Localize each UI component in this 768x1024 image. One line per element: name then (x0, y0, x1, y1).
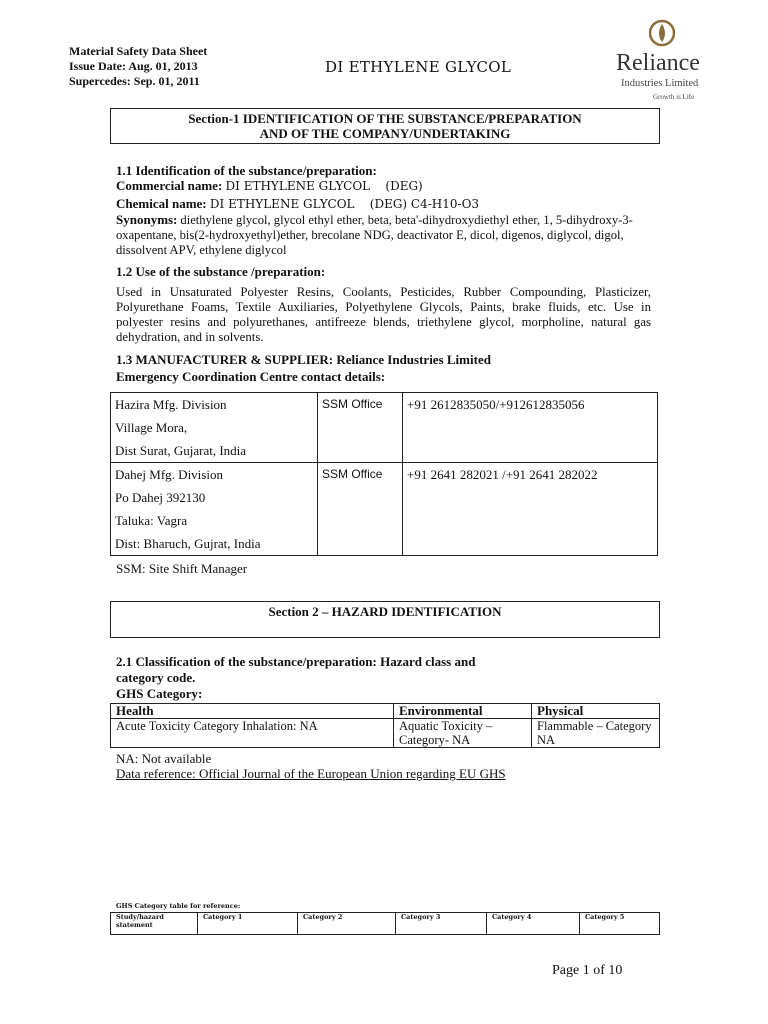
subsection-1-1 (116, 163, 660, 258)
subsection-2-1-title-line1: 2.1 Classification of the substance/preparation: Hazard class and (116, 654, 476, 669)
document-title: DI ETHYLENE GLYCOL (325, 58, 512, 76)
address-line: Dahej Mfg. Division (115, 467, 223, 482)
subsection-1-3-title-line2: Emergency Coordination Centre contact details: (116, 369, 386, 384)
chemical-name-label: Chemical name (116, 196, 203, 211)
logo-name: Reliance (616, 50, 700, 76)
commercial-name-value: DI ETHYLENE GLYCOL (DEG) (225, 179, 423, 193)
ghs-cell-health: Acute Toxicity Category Inhalation: NA (111, 719, 394, 748)
commercial-name-label: Commercial name (116, 178, 218, 193)
document-header-info (69, 44, 207, 89)
logo-tagline: Growth is Life (653, 93, 695, 101)
ssm-note: SSM: Site Shift Manager (116, 561, 248, 576)
ghs-reference-header-row (111, 913, 660, 935)
synonyms-value: diethylene glycol, glycol ethyl ether, beta, beta'-dihydroxydiethyl ether, 1, 5-dihydroxy-3-oxapentane, bis(2-hydroxyethyl)ether, brecolane NDG, deactivator E, dicol, digenos, diglycol, digol, dissolvent APV, ethylene diglycol (116, 213, 633, 257)
page-number: Page 1 of 10 (552, 963, 623, 978)
ghs-reference-caption: GHS Category table for reference: (116, 902, 241, 910)
company-logo (616, 18, 726, 102)
section2-heading: Section 2 – HAZARD IDENTIFICATION (110, 601, 660, 638)
chemical-name-value: DI ETHYLENE GLYCOL (DEG) C4-H10-O3 (209, 197, 480, 211)
ghs-cell-physical: Flammable – Category NA (532, 719, 660, 748)
address-line: Dist: Bharuch, Gujrat, India (115, 536, 261, 551)
ghs-data-row (111, 719, 660, 748)
use-of-substance-text: Used in Unsaturated Polyester Resins, Coolants, Pesticides, Rubber Compounding, Plasticizer, Polyurethane Foams, Textile Auxiliaries, Polyethylene Glycols, Paints, brake fluids, etc. Use in polyester resins and polyurethanes, antifreeze blends, triethylene glycol, morpholine, natural gas dehydration, and in solvents. (116, 285, 651, 344)
ref-header-category2: Category 2 (298, 913, 396, 935)
na-note: NA: Not available (116, 751, 212, 766)
synonyms-row: Synonyms: diethylene glycol, glycol ethyl ether, beta, beta'-dihydroxydiethyl ether, 1, 5-dihydroxy-3-oxapentane, bis(2-hydroxyethyl)ether, brecolane NDG, deactivator E, dicol, digenos, diglycol, digol, dissolvent APV, ethylene diglycol (116, 212, 633, 257)
contact-row-hazira (111, 393, 658, 463)
ghs-category-table (110, 703, 660, 748)
address-line: Village Mora, (115, 420, 188, 435)
subsection-2-1-title-line2: category code. (116, 670, 196, 685)
subsection-1-1-title: 1.1 Identification of the substance/preparation: (116, 163, 377, 178)
header-supercedes: Supercedes: Sep. 01, 2011 (69, 74, 200, 88)
reliance-flame-logo-icon (649, 18, 675, 48)
ref-header-category5: Category 5 (580, 913, 660, 935)
ghs-header-health: Health (111, 704, 394, 719)
ghs-cell-environmental: Aquatic Toxicity – Category- NA (394, 719, 532, 748)
ghs-header-environmental: Environmental (394, 704, 532, 719)
subsection-1-3-title (116, 352, 491, 384)
data-reference-link[interactable]: Data reference: Official Journal of the European Union regarding EU GHS (116, 766, 506, 781)
address-line: Po Dahej 392130 (115, 490, 206, 505)
ghs-reference-table (110, 912, 660, 935)
subsection-1-2-title: 1.2 Use of the substance /preparation: (116, 264, 326, 279)
emergency-contacts-table (110, 392, 658, 556)
section1-heading-line1: Section-1 IDENTIFICATION OF THE SUBSTANCE/PREPARATION (188, 111, 582, 126)
contact-phone: +91 2641 282021 /+91 2641 282022 (403, 463, 658, 556)
contact-phone: +91 2612835050/+912612835056 (403, 393, 658, 463)
address-line: Dist Surat, Gujarat, India (115, 443, 247, 458)
ref-header-category1: Category 1 (198, 913, 298, 935)
subsection-2-1-title (116, 654, 656, 702)
ref-header-category3: Category 3 (396, 913, 487, 935)
section1-heading-line2: AND OF THE COMPANY/UNDERTAKING (259, 126, 511, 141)
contact-office: SSM Office (318, 393, 403, 463)
synonyms-label: Synonyms (116, 212, 174, 227)
ref-header-study: Study/hazard statement (111, 913, 198, 935)
address-line: Hazira Mfg. Division (115, 397, 227, 412)
ghs-category-label: GHS Category: (116, 686, 203, 701)
commercial-name-row: Commercial name: DI ETHYLENE GLYCOL (DEG) (116, 178, 423, 193)
ghs-header-physical: Physical (532, 704, 660, 719)
ref-header-category4: Category 4 (487, 913, 580, 935)
chemical-name-row: Chemical name: DI ETHYLENE GLYCOL (DEG) C4-H10-O3 (116, 196, 480, 211)
ghs-header-row (111, 704, 660, 719)
address-line: Taluka: Vagra (115, 513, 188, 528)
contact-address (111, 393, 318, 463)
contact-office: SSM Office (318, 463, 403, 556)
contact-row-dahej (111, 463, 658, 556)
logo-company: Industries Limited (621, 78, 699, 89)
subsection-1-3-title-line1: 1.3 MANUFACTURER & SUPPLIER: Reliance Industries Limited (116, 352, 491, 367)
section1-heading (110, 108, 660, 144)
header-doc-type: Material Safety Data Sheet (69, 44, 208, 58)
header-issue-date: Issue Date: Aug. 01, 2013 (69, 59, 198, 73)
contact-address (111, 463, 318, 556)
